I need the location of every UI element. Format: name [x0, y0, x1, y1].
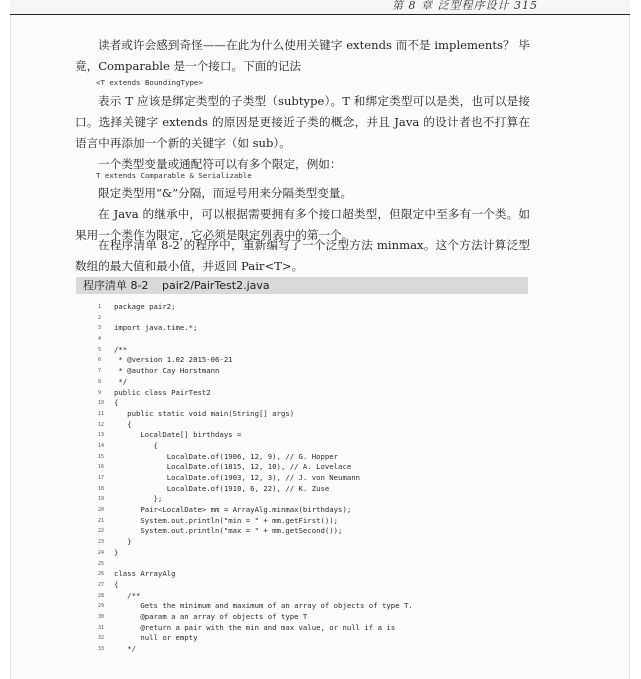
code-line [98, 334, 528, 345]
code-multiple-bounds: T extends Comparable & Serializable [96, 171, 252, 180]
code-line [98, 441, 528, 452]
code-text: */ [114, 644, 136, 653]
code-line [98, 473, 528, 484]
line-number: 23 [98, 539, 105, 546]
line-number: 24 [98, 549, 105, 556]
line-number: 15 [98, 453, 105, 460]
code-text: } [114, 547, 119, 557]
line-number: 6 [98, 357, 102, 364]
code-listing [98, 302, 528, 655]
code-text: System.out.println("min = " + mm.getFirst()); [114, 515, 339, 525]
code-line [98, 559, 528, 570]
line-number: 3 [98, 325, 102, 332]
code-text: LocalDate.of(1815, 12, 10), // A. Lovelace [114, 462, 352, 472]
code-line [98, 409, 528, 420]
code-text: LocalDate.of(1903, 12, 3), // J. von Neumann [114, 473, 361, 482]
listing-file: pair2/PairTest2.java [161, 279, 270, 292]
code-line [98, 569, 528, 580]
line-number: 18 [98, 485, 105, 492]
paragraph-extends-question: 读者或许会感到奇怪——在此为什么使用关键字 extends 而不是 implements？ 毕竟，Comparable 是一个接口。下面的记法 [75, 38, 530, 73]
code-line [98, 345, 528, 356]
paragraph-ampersand: 限定类型用“&”分隔，而逗号用来分隔类型变量。 [98, 186, 353, 200]
code-text: { [114, 398, 119, 408]
code-text: /** [114, 590, 141, 600]
code-text [114, 334, 528, 345]
line-number: 9 [98, 389, 102, 396]
code-text: */ [114, 376, 128, 386]
paragraph-subtype-explanation: 表示 T 应该是绑定类型的子类型（subtype）。T 和绑定类型可以是类，也可以是接口。选择关键字 extends 的原因是更接近子类的概念，并且 Java 的设计者也不打算在语言中再添加一个新的关键字（如 sub）。 [75, 94, 530, 150]
code-line [98, 377, 528, 388]
line-number: 1 [98, 304, 102, 310]
line-number: 30 [98, 613, 105, 620]
line-number: 14 [98, 442, 105, 449]
code-line [98, 580, 528, 591]
paragraph-listing-intro: 在程序清单 8-2 的程序中，重新编写了一个泛型方法 minmax。这个方法计算泛型数组的最大值和最小值，并返回 Pair<T>。 [75, 238, 530, 273]
code-text: { [114, 419, 132, 429]
code-text: Gets the minimum and maximum of an array of objects of type T. [114, 601, 413, 611]
code-line [98, 388, 528, 399]
line-number: 26 [98, 571, 105, 578]
line-number: 19 [98, 496, 105, 503]
code-text: @return a pair with the min and max value, or null if a is [114, 622, 396, 632]
code-bounding-type: <T extends BoundingType> [96, 78, 203, 87]
line-number: 27 [98, 581, 105, 588]
code-line [98, 462, 528, 473]
code-line [98, 548, 528, 559]
line-number: 11 [98, 410, 105, 417]
code-line [98, 420, 528, 431]
code-text: }; [114, 494, 163, 504]
line-number: 13 [98, 432, 105, 439]
paragraph-inheritance: 在 Java 的继承中，可以根据需要拥有多个接口超类型，但限定中至多有一个类。如果用一个类作为限定，它必须是限定列表中的第一个。 [75, 207, 530, 242]
code-text [114, 313, 528, 324]
line-number: 22 [98, 528, 105, 535]
code-line [98, 452, 528, 463]
book-page [10, 0, 630, 679]
line-number: 2 [98, 314, 102, 321]
code-text: * @author Cay Horstmann [114, 366, 220, 376]
line-number: 16 [98, 464, 105, 471]
line-number: 12 [98, 421, 105, 428]
line-number: 7 [98, 368, 102, 375]
code-line [98, 612, 528, 623]
line-number: 32 [98, 635, 105, 642]
code-line [98, 313, 528, 324]
paragraph-multiple-bounds: 一个类型变量或通配符可以有多个限定，例如： [98, 157, 342, 171]
code-line [98, 644, 528, 655]
line-number: 33 [98, 646, 105, 652]
code-text: } [114, 537, 132, 547]
line-number: 8 [98, 378, 102, 385]
line-number: 20 [98, 507, 105, 514]
code-line [98, 302, 528, 313]
code-text: import java.time.*; [114, 323, 198, 333]
code-line [98, 366, 528, 377]
code-line [98, 516, 528, 527]
line-number: 10 [98, 400, 105, 407]
code-line [98, 398, 528, 409]
code-text [114, 559, 528, 570]
line-number: 5 [98, 346, 102, 353]
code-text: class ArrayAlg [114, 569, 176, 579]
code-line [98, 601, 528, 612]
running-head: 第 8 章 泛型程序设计 315 [392, 0, 538, 12]
line-number: 4 [98, 336, 102, 343]
code-line [98, 505, 528, 516]
code-line [98, 537, 528, 548]
code-line [98, 430, 528, 441]
code-text: null or empty [114, 633, 198, 643]
code-line [98, 633, 528, 644]
code-text: { [114, 579, 119, 589]
line-number: 21 [98, 517, 105, 524]
listing-caption [76, 277, 528, 294]
code-text: @param a an array of objects of type T [114, 611, 308, 621]
page-header-rule [10, 0, 630, 15]
line-number: 29 [98, 603, 105, 610]
code-text: LocalDate.of(1906, 12, 9), // G. Hopper [114, 451, 339, 461]
line-number: 28 [98, 592, 105, 599]
code-text: LocalDate[] birthdays = [114, 430, 242, 440]
code-text: public static void main(String[] args) [114, 408, 295, 418]
line-number: 17 [98, 475, 105, 481]
code-text: { [114, 440, 158, 450]
listing-label: 程序清单 8-2 [83, 279, 149, 292]
code-text: LocalDate.of(1910, 6, 22), // K. Zuse [114, 483, 330, 493]
code-line [98, 355, 528, 366]
code-line [98, 494, 528, 505]
code-text: package pair2; [114, 302, 176, 311]
code-text: Pair<LocalDate> mm = ArrayAlg.minmax(birthdays); [114, 505, 352, 515]
code-line [98, 526, 528, 537]
code-text: System.out.println("max = " + mm.getSecond()); [114, 526, 343, 536]
code-line [98, 623, 528, 634]
code-line [98, 591, 528, 602]
code-line [98, 484, 528, 495]
line-number: 31 [98, 624, 105, 631]
code-text: /** [114, 344, 128, 354]
code-text: * @version 1.02 2015-06-21 [114, 355, 233, 365]
code-line [98, 323, 528, 334]
line-number: 25 [98, 560, 105, 567]
code-text: public class PairTest2 [114, 387, 211, 397]
